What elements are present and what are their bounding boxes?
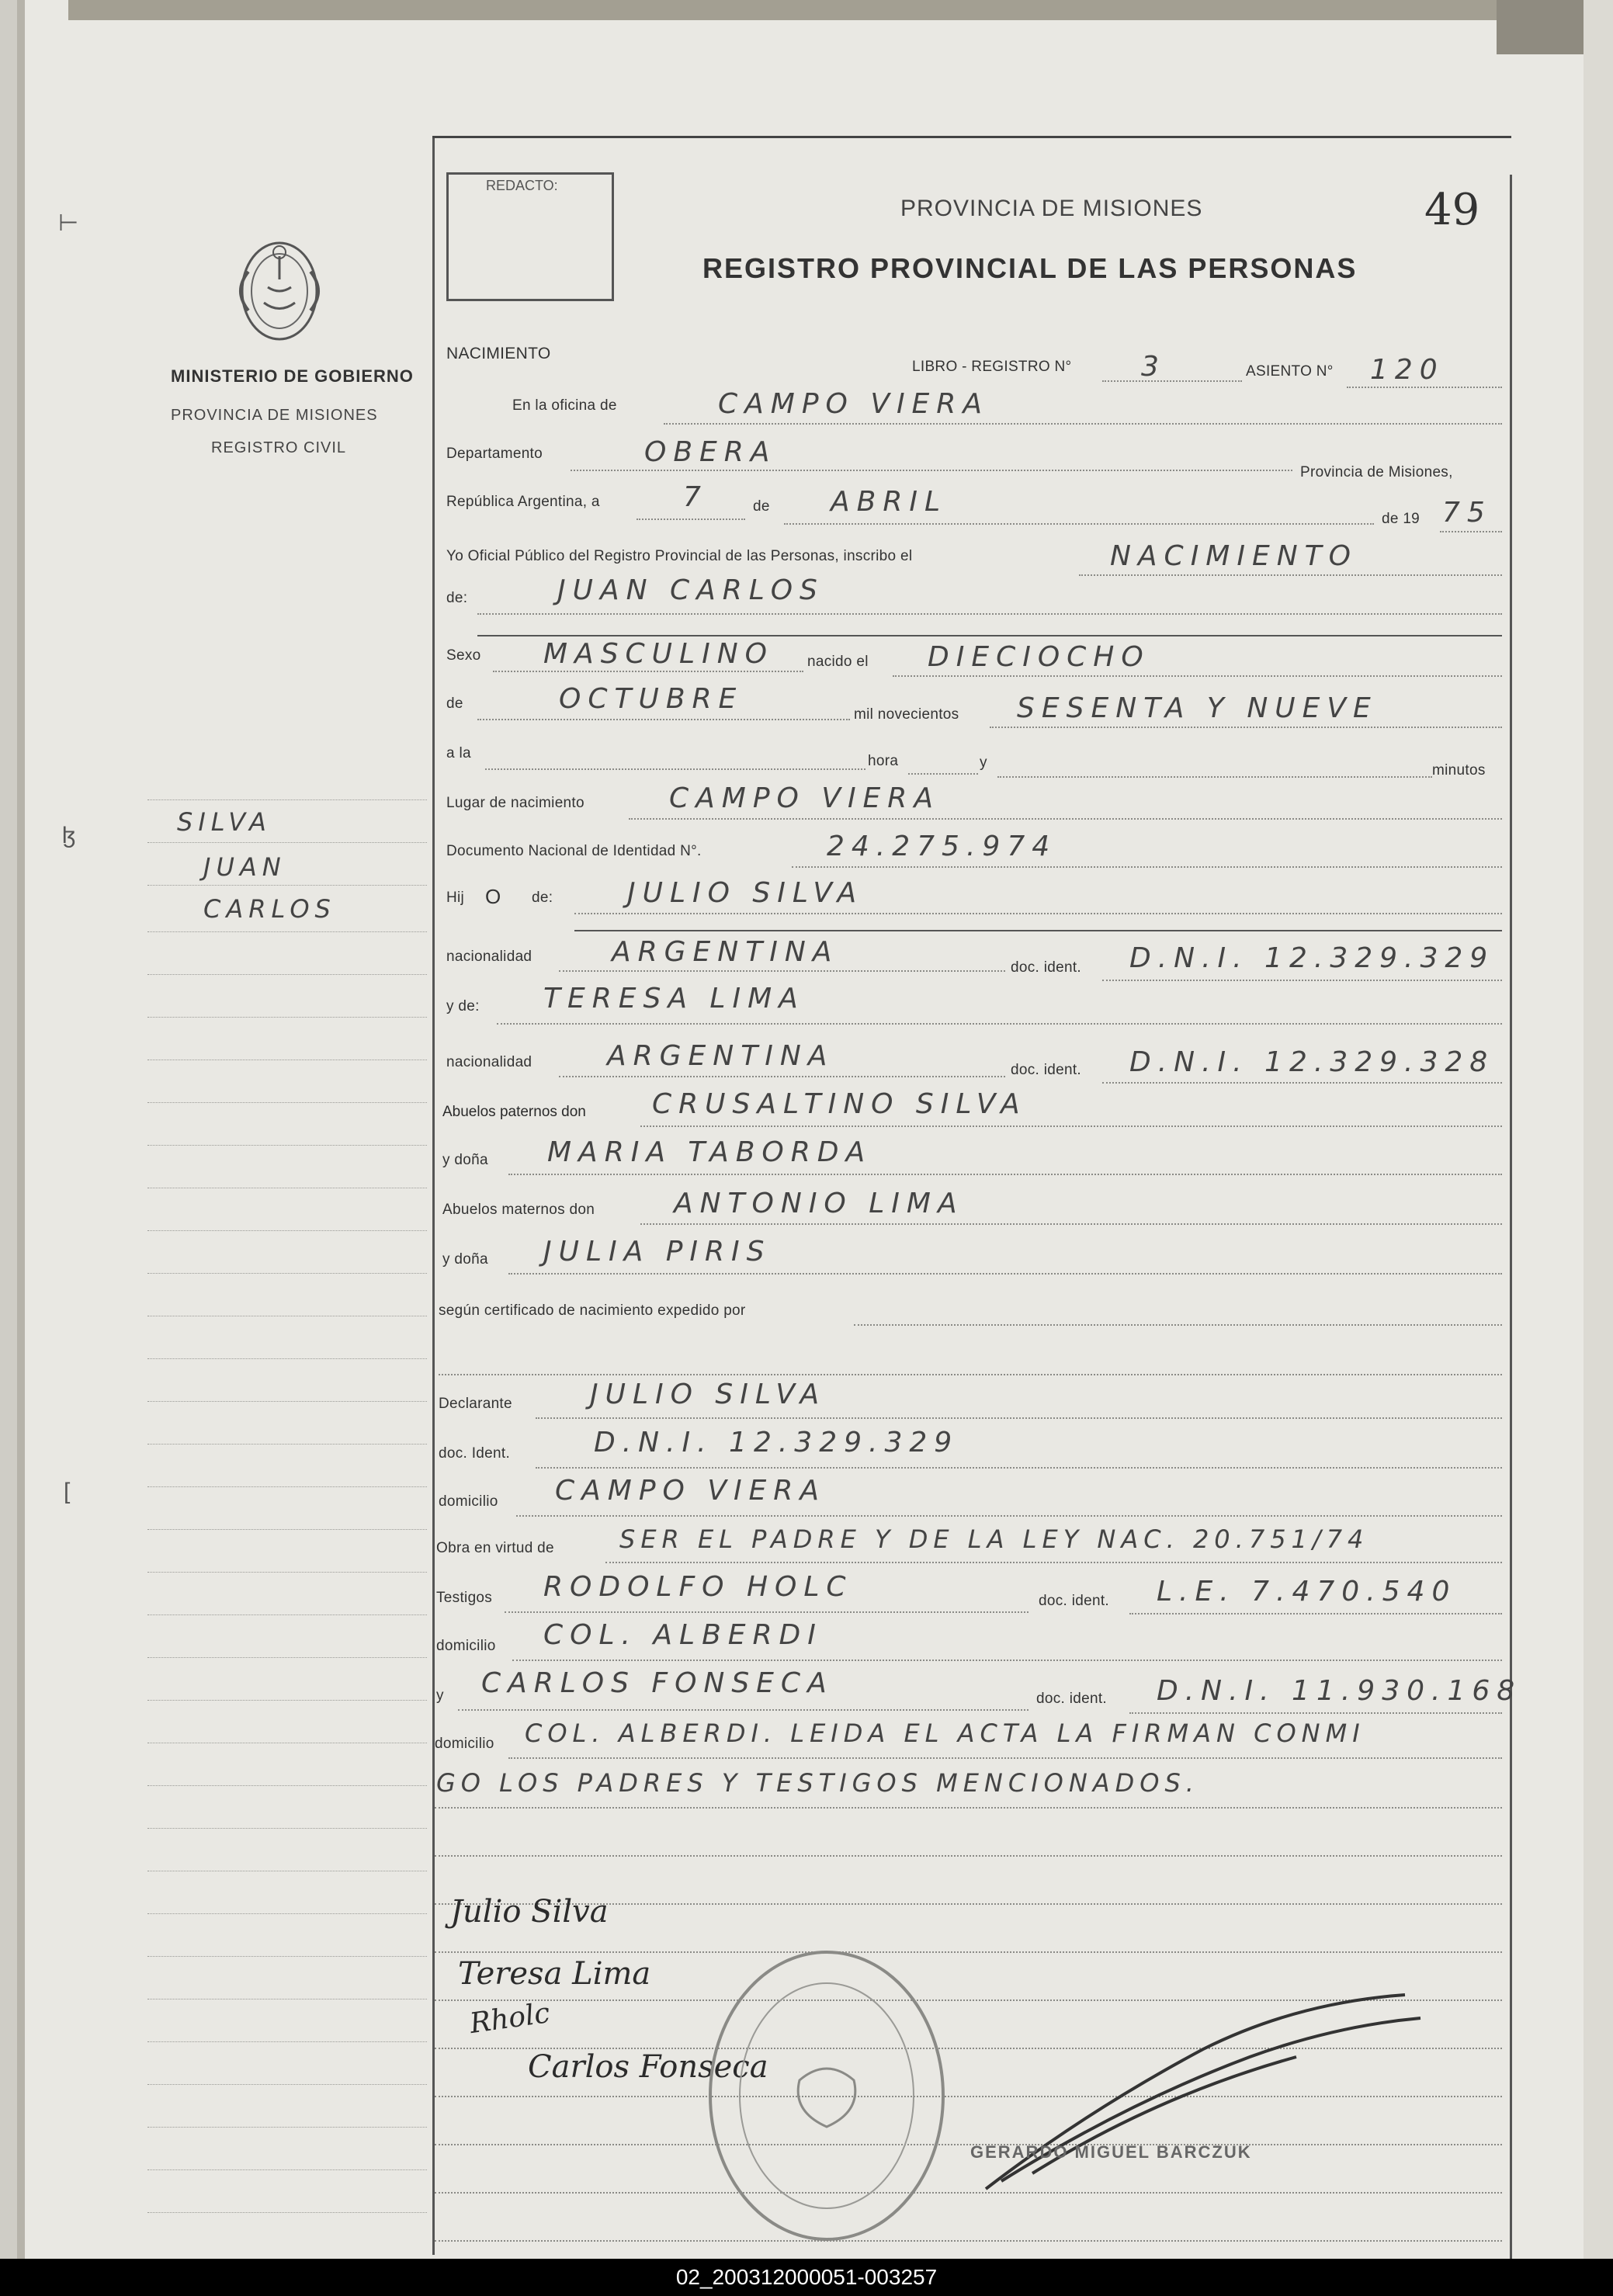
- domicilio-label2: domicilio: [436, 1638, 496, 1654]
- testigo1-dom-line: [512, 1660, 1502, 1661]
- margin-rule: [147, 1273, 427, 1274]
- obra-label: Obra en virtud de: [436, 1540, 554, 1556]
- margin-rule: [147, 1956, 427, 1957]
- closing-line2: GO LOS PADRES Y TESTIGOS MENCIONADOS.: [436, 1768, 1199, 1798]
- margin-rule: [147, 1017, 427, 1018]
- lugar-line: [629, 818, 1502, 820]
- doc-ident-label2: doc. ident.: [1011, 1062, 1081, 1078]
- testigo1-doc: L.E. 7.470.540: [1157, 1576, 1457, 1608]
- nacido-line: [893, 675, 1502, 677]
- day-line: [637, 519, 745, 520]
- birth-month-line: [477, 719, 850, 720]
- margin-rule: [147, 1529, 427, 1530]
- hij-suffix: O: [485, 885, 501, 908]
- page-number: 49: [1424, 185, 1480, 235]
- hij-label: Hij: [446, 890, 465, 906]
- doc-ident-label5: doc. ident.: [1036, 1691, 1107, 1707]
- abuela-mat-line: [508, 1273, 1502, 1275]
- testigo1-doc-line: [1129, 1613, 1502, 1614]
- year-line: [1440, 531, 1502, 532]
- month-line: [784, 523, 1374, 525]
- abuela-pat-line: [508, 1174, 1502, 1175]
- oficina-value: CAMPO VIERA: [718, 388, 989, 420]
- right-frame-line: [1510, 175, 1512, 2259]
- civil-registry-label: REGISTRO CIVIL: [211, 439, 347, 456]
- father-name-line: [574, 913, 1502, 914]
- dni-value: 24.275.974: [827, 831, 1057, 862]
- y-label: y: [980, 754, 987, 771]
- registry-stamp-icon: [699, 1941, 955, 2251]
- month-value: ABRIL: [831, 486, 948, 518]
- testigo1-name: RODOLFO HOLC: [543, 1571, 853, 1603]
- father-nat-line: [559, 970, 1005, 972]
- birth-month: OCTUBRE: [559, 683, 744, 715]
- signature-mother: Teresa Lima: [458, 1956, 651, 1992]
- declarante-line: [536, 1417, 1502, 1419]
- book-top-edge: [68, 0, 1497, 20]
- margin-rule: [147, 2169, 427, 2170]
- mother-doc-line: [1102, 1082, 1502, 1084]
- margin-rule: [147, 1102, 427, 1103]
- oficina-line: [664, 423, 1502, 425]
- nacimiento-label: NACIMIENTO: [446, 345, 551, 362]
- departamento-line: [571, 470, 1292, 471]
- father-nationality: ARGENTINA: [612, 936, 839, 968]
- province-label: PROVINCIA DE MISIONES: [171, 407, 378, 424]
- mother-nat-line: [559, 1076, 1005, 1077]
- nacido-value: DIECIOCHO: [928, 641, 1150, 673]
- margin-mark: ⊢: [58, 210, 79, 236]
- testigo1-line: [505, 1611, 1029, 1613]
- asiento-value: 120: [1370, 354, 1445, 386]
- margin-mark: ɮ: [62, 823, 76, 848]
- birth-year-line: [990, 727, 1502, 728]
- margin-rule: [147, 1230, 427, 1231]
- closing-line1: COL. ALBERDI. LEIDA EL ACTA LA FIRMAN CONMI: [525, 1719, 1365, 1748]
- yo-oficial-label: Yo Oficial Público del Registro Provincial de las Personas, inscribo el: [446, 548, 913, 564]
- margin-rule: [147, 1828, 427, 1829]
- margin-rule: [147, 842, 427, 843]
- margin-mark: [: [64, 1479, 71, 1504]
- departamento-value: OBERA: [644, 436, 777, 468]
- blank-rule: [435, 1855, 1502, 1857]
- mil-label: mil novecientos: [854, 706, 959, 723]
- asiento-label: ASIENTO N°: [1246, 363, 1334, 380]
- coat-of-arms-icon: [225, 225, 334, 357]
- libro-line: [1102, 380, 1242, 382]
- ala-line: [485, 768, 865, 770]
- abuelos-mat-label: Abuelos maternos don: [442, 1202, 595, 1218]
- page-edge: [1584, 0, 1613, 2259]
- top-frame-line: [432, 136, 1511, 138]
- signature-father: Julio Silva: [450, 1894, 609, 1930]
- sexo-label: Sexo: [446, 647, 481, 664]
- father-doc: D.N.I. 12.329.329: [1129, 942, 1495, 974]
- birth-year-words: SESENTA Y NUEVE: [1017, 692, 1378, 724]
- y-label2: y: [436, 1687, 444, 1704]
- book-spine-shadow: [17, 0, 25, 2259]
- abuelo-mat: ANTONIO LIMA: [674, 1188, 964, 1219]
- doc-ident-label4: doc. ident.: [1039, 1593, 1109, 1609]
- margin-surname: SILVA: [177, 807, 272, 837]
- dni-line: [792, 866, 1502, 868]
- declarante-label: Declarante: [439, 1396, 512, 1412]
- doc-ident-label3: doc. Ident.: [439, 1445, 511, 1462]
- republica-label: República Argentina, a: [446, 494, 600, 510]
- abuelo-pat-line: [640, 1125, 1502, 1127]
- nacionalidad-label: nacionalidad: [446, 949, 532, 965]
- de-label: de: [753, 498, 770, 515]
- margin-rule: [147, 1486, 427, 1487]
- testigo2-doc: D.N.I. 11.930.168: [1157, 1675, 1522, 1707]
- child-name-line: [477, 613, 1502, 615]
- margin-rule: [147, 1614, 427, 1615]
- margin-rule: [147, 1145, 427, 1146]
- book-spine: [0, 0, 17, 2259]
- abuelo-mat-line: [640, 1223, 1502, 1225]
- year-value: 75: [1442, 497, 1492, 529]
- father-doc-line: [1102, 980, 1502, 981]
- testigo2-line: [458, 1709, 1029, 1711]
- margin-rule: [147, 2127, 427, 2128]
- margin-rule: [147, 1572, 427, 1573]
- registry-title: REGISTRO PROVINCIAL DE LAS PERSONAS: [702, 252, 1358, 284]
- province-heading: PROVINCIA DE MISIONES: [900, 196, 1203, 221]
- margin-rule: [147, 1913, 427, 1914]
- declarante-value: JULIO SILVA: [590, 1379, 827, 1410]
- ydona-label: y doña: [442, 1152, 488, 1168]
- obra-line: [605, 1562, 1502, 1563]
- testigo1-dom: COL. ALBERDI: [543, 1619, 823, 1651]
- libro-label: LIBRO - REGISTRO N°: [912, 359, 1072, 375]
- father-name: JULIO SILVA: [627, 877, 864, 909]
- testigos-label: Testigos: [436, 1590, 493, 1606]
- mother-doc: D.N.I. 12.329.328: [1129, 1046, 1495, 1078]
- mother-name: TERESA LIMA: [543, 983, 805, 1014]
- domicilio-label: domicilio: [439, 1493, 498, 1510]
- blank-rule: [435, 2240, 1502, 2242]
- lugar-label: Lugar de nacimiento: [446, 795, 584, 811]
- domicilio-label3: domicilio: [435, 1736, 494, 1752]
- yde-label: y de:: [446, 998, 480, 1014]
- year-prefix: de 19: [1382, 511, 1420, 527]
- abuela-mat: JULIA PIRIS: [543, 1236, 772, 1268]
- margin-rule: [147, 1657, 427, 1658]
- de-label2: de: [446, 695, 463, 712]
- mother-name-line: [497, 1023, 1502, 1025]
- libro-value: 3: [1141, 351, 1166, 383]
- segun-line2: [439, 1374, 1502, 1375]
- left-frame-line: [432, 136, 435, 2255]
- hora-label: hora: [868, 753, 899, 769]
- ala-label: a la: [446, 745, 471, 761]
- redacto-box: [446, 172, 614, 301]
- nacionalidad-label2: nacionalidad: [446, 1054, 532, 1070]
- asiento-line: [1347, 387, 1502, 388]
- margin-rule: [147, 1444, 427, 1445]
- margin-name2: CARLOS: [203, 894, 336, 924]
- segun-label: según certificado de nacimiento expedido por: [439, 1302, 746, 1319]
- de-colon-label: de:: [446, 590, 468, 606]
- oficina-label: En la oficina de: [512, 397, 617, 414]
- footer-id: 02_200312000051-003257: [0, 2259, 1613, 2296]
- domicilio-value: CAMPO VIERA: [555, 1475, 826, 1507]
- hora-line: [908, 773, 978, 775]
- signature-witness2: Carlos Fonseca: [528, 2049, 768, 2085]
- doc-ident-label: doc. ident.: [1011, 959, 1081, 976]
- hij-de-label: de:: [532, 890, 553, 906]
- lugar-value: CAMPO VIERA: [669, 782, 940, 814]
- dni-label: Documento Nacional de Identidad N°.: [446, 843, 702, 859]
- declarante-doc: D.N.I. 12.329.329: [594, 1427, 959, 1458]
- margin-rule: [147, 931, 427, 932]
- sexo-line: [493, 671, 803, 672]
- margin-rule: [147, 799, 427, 800]
- margin-rule: [147, 1401, 427, 1402]
- redacto-label: REDACTO:: [486, 178, 558, 193]
- margin-rule: [147, 1785, 427, 1786]
- margin-rule: [147, 2041, 427, 2042]
- blank-rule: [435, 1951, 1502, 1953]
- segun-line: [854, 1324, 1502, 1326]
- obra-value: SER EL PADRE Y DE LA LEY NAC. 20.751/74: [619, 1524, 1369, 1554]
- margin-rule: [147, 2084, 427, 2085]
- day-value: 7: [683, 481, 708, 513]
- name-underline: [477, 635, 1502, 636]
- declarante-doc-line: [536, 1467, 1502, 1469]
- father-underline: [574, 930, 1502, 931]
- signature-witness1: Rholc: [467, 1996, 552, 2041]
- testigo2-doc-line: [1129, 1712, 1502, 1714]
- minutos-line: [997, 776, 1432, 778]
- margin-rule: [147, 885, 427, 886]
- mother-nationality: ARGENTINA: [607, 1040, 834, 1072]
- testigo2-name: CARLOS FONSECA: [481, 1667, 834, 1699]
- margin-rule: [147, 974, 427, 975]
- closing-line1-rule: [508, 1757, 1502, 1759]
- provincia-label: Provincia de Misiones,: [1300, 464, 1453, 480]
- nacido-label: nacido el: [807, 654, 869, 670]
- inscribo-value: NACIMIENTO: [1110, 540, 1358, 572]
- child-name: JUAN CARLOS: [557, 574, 824, 606]
- departamento-label: Departamento: [446, 446, 543, 462]
- domicilio-line: [516, 1515, 1502, 1517]
- closing-line2-rule: [435, 1807, 1502, 1809]
- inscribo-line: [1079, 574, 1502, 576]
- margin-name1: JUAN: [203, 852, 286, 882]
- official-signature-icon: [970, 1987, 1436, 2204]
- margin-rule: [147, 1358, 427, 1359]
- margin-rule: [147, 2212, 427, 2213]
- abuela-pat: MARIA TABORDA: [547, 1136, 872, 1168]
- abuelo-pat: CRUSALTINO SILVA: [652, 1088, 1027, 1120]
- minutos-label: minutos: [1432, 762, 1486, 779]
- sexo-value: MASCULINO: [543, 638, 774, 670]
- ministry-label: MINISTERIO DE GOBIERNO: [171, 366, 414, 386]
- ydona-label2: y doña: [442, 1251, 488, 1268]
- abuelos-pat-label: Abuelos paternos don: [442, 1104, 586, 1120]
- margin-rule: [147, 1700, 427, 1701]
- officer-stamp-name: GERARDO MIGUEL BARCZUK: [970, 2142, 1252, 2162]
